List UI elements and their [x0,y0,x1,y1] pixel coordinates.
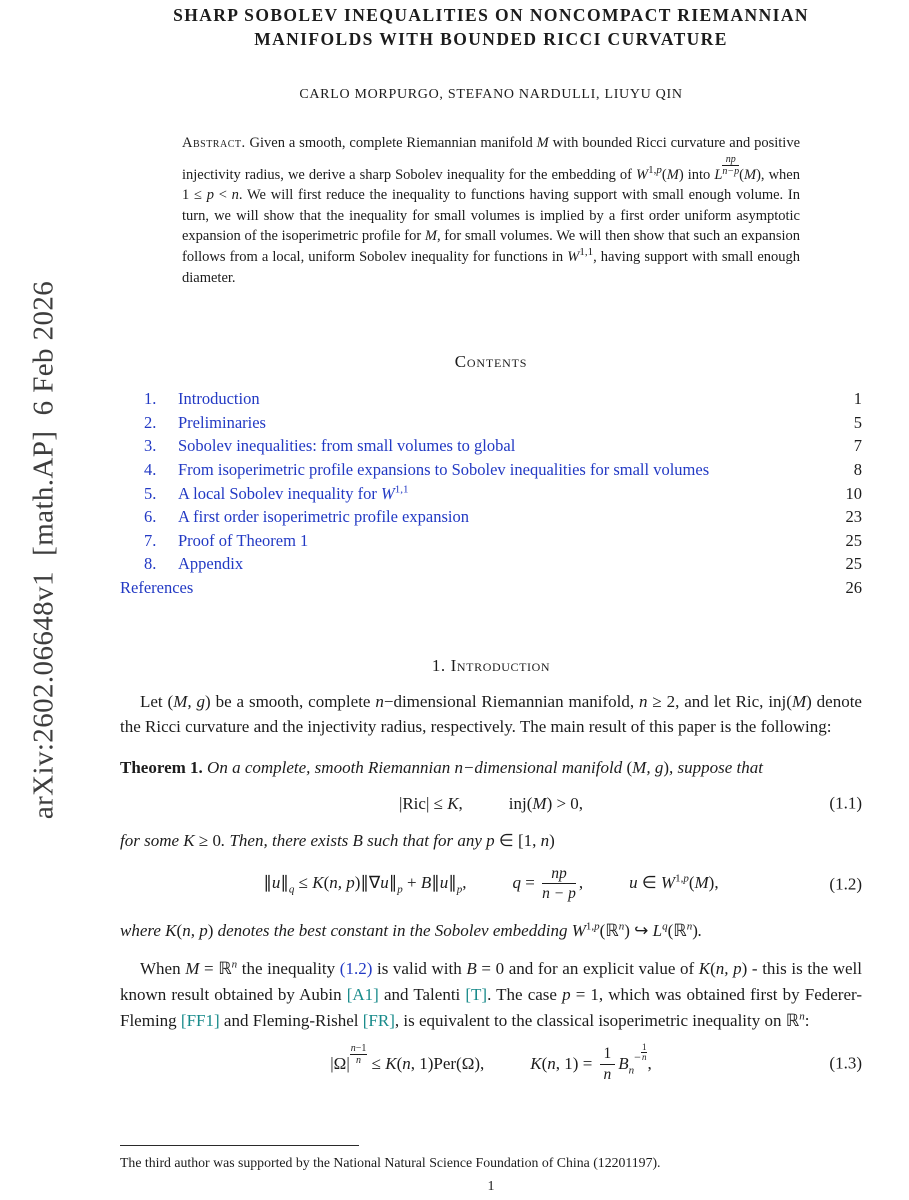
toc-page-number: 25 [845,530,862,550]
toc-entry-label[interactable]: From isoperimetric profile expansions to Sobolev inequalities for small volumes [178,459,710,479]
equation-1-1-body: |Ric| ≤ K, inj(M) > 0, [398,793,584,813]
toc-entry-label[interactable]: Introduction [178,389,260,409]
theorem-1-where-clause: where K(n, p) denotes the best constant in the Sobolev embedding W$^{1,p}$(ℝ$^n$) ↪ $L^q(ℝ^n)$. [120,920,703,940]
toc-page-number: 7 [853,436,862,456]
theorem-1-continuation: for some K ≥ 0. Then, there exists B such that for any p ∈ [1, n) [120,831,555,851]
cite-FF1-link[interactable]: [FF1] [180,1010,220,1030]
toc-page-number: 23 [845,507,862,527]
toc-entry-label[interactable]: References [120,577,194,597]
abstract-section [182,133,800,288]
footnote-text: The third author was supported by the National Natural Science Foundation of China (12201197). [120,1155,661,1170]
toc-entry-appendix[interactable] [120,552,862,576]
toc-number[interactable]: 5. [144,483,157,503]
toc-entry-label[interactable]: Sobolev inequalities: from small volumes to global [178,436,516,456]
toc-number[interactable]: 6. [144,507,157,527]
equation-1-2-tag: (1.2) [829,874,862,894]
toc-entry-sobolev-inequalities[interactable] [120,434,862,458]
cite-T-link[interactable]: [T] [465,985,488,1005]
toc-entry-first-order-expansion[interactable] [120,505,862,529]
toc-page-number: 26 [845,577,862,597]
contents-heading: Contents [454,352,528,372]
abstract-body: Given a smooth, complete Riemannian manifold M with bounded Ricci curvature and positive injectivity radius, we derive a sharp Sobolev inequality for the embedding of W$^{1,p}$(M) into L $^{\frac{np}{n-p}}$ (M), when 1 ≤ p < n. We will first reduce the inequality to functions having support with small enough volume. In turn, we will show that the inequality for small volumes is implied by a first order uniform asymptotic expansion of the isoperimetric profile for M, for small volumes. We will then show that such an expansion follows from a local, uniform Sobolev inequality for functions in W$^{1,1}$, having support with small enough diameter. [182,135,801,286]
cite-A1-link[interactable]: [A1] [346,985,379,1005]
intro-paragraph-1: Let (M, g) be a smooth, complete n−dimensional Riemannian manifold, n ≥ 2, and let Ric, inj(M) denote the Ricci curvature and the injectivity radius, respectively. The main result of this paper is the following: [120,691,862,737]
toc-page-number: 25 [845,554,862,574]
equation-1-1 [120,787,862,819]
toc-number[interactable]: 1. [144,389,157,409]
toc-number[interactable]: 2. [144,412,157,432]
toc-entry-local-sobolev[interactable] [120,482,862,506]
cite-FR-link[interactable]: [FR] [362,1010,395,1030]
toc-entry-preliminaries[interactable] [120,411,862,435]
equation-1-2 [120,861,862,907]
toc-entry-introduction[interactable] [120,387,862,411]
theorem-1-statement: Theorem 1. On a complete, smooth Riemannian n−dimensional manifold (M, g), suppose that [120,757,763,777]
equation-1-3-body: |Ω| $^{\frac{n-1}{n}}$ ≤ K(n, 1)Per(Ω), K(n, 1) = $\frac{1}{n}$ $B_n^{- \frac{1}{n}}$ , [330,1041,652,1084]
paper-title-line-1: SHARP SOBOLEV INEQUALITIES ON NONCOMPACT RIEMANNIAN [173,5,809,25]
toc-page-number: 8 [853,459,862,479]
arxiv-watermark: arXiv:2602.06648v1 [math.AP] 6 Feb 2026 [27,280,60,820]
toc-number[interactable]: 4. [144,459,157,479]
abstract-label: Abstract. [182,135,246,151]
equation-1-2-body: $\parallel u\parallel_q \le K(n$, $p)\parallel\nabla u\parallel_p$ + $B\parallel u\parallel_p$, q = $\frac{np}{n - p}$ , u ∈ W$^{1,p}$(M), [263,864,719,903]
eq-1-2-ref-link[interactable]: (1.2) [339,959,373,979]
toc-entry-proof-theorem-1[interactable] [120,529,862,553]
paper-title [120,3,862,51]
toc-number[interactable]: 7. [144,530,157,550]
toc-page-number: 10 [845,483,862,503]
toc-entry-label[interactable]: Preliminaries [178,412,266,432]
toc-page-number: 1 [853,389,862,409]
toc-page-number: 5 [853,412,862,432]
toc-entry-references[interactable] [120,576,862,600]
toc-number[interactable]: 3. [144,436,157,456]
toc-number[interactable]: 8. [144,554,157,574]
intro-paragraph-2: When M = ℝ$^n$ the inequality (1.2) is valid with B = 0 and for an explicit value of K(n, p) - this is the well known result obtained by Aubin [A1] and Talenti [T]. The case p = 1, which was obtained first by Federer-Fleming [FF1] and Fleming-Rishel [FR], is equivalent to the classical isoperimetric inequality on ℝ$^n$: [120,958,862,1030]
toc-entry-label[interactable]: A local Sobolev inequality for W$^{1,1}$ [178,483,409,503]
page-number: 1 [487,1179,495,1194]
paper-title-line-2: MANIFOLDS WITH BOUNDED RICCI CURVATURE [254,29,728,49]
toc-entry-label[interactable]: Appendix [178,554,244,574]
paper-content-column [120,0,862,1200]
table-of-contents [120,387,862,599]
equation-1-3-tag: (1.3) [829,1053,862,1073]
section-heading-introduction: 1. Introduction [431,655,551,675]
authors-line: CARLO MORPURGO, STEFANO NARDULLI, LIUYU QIN [299,87,683,102]
toc-entry-label[interactable]: Proof of Theorem 1 [178,530,309,550]
equation-1-3 [120,1040,862,1086]
footnote-rule [120,1145,359,1146]
footnote-block [120,1145,862,1200]
equation-1-1-tag: (1.1) [829,793,862,813]
toc-entry-label[interactable]: A first order isoperimetric profile expansion [178,507,469,527]
toc-entry-isoperimetric-expansions[interactable] [120,458,862,482]
